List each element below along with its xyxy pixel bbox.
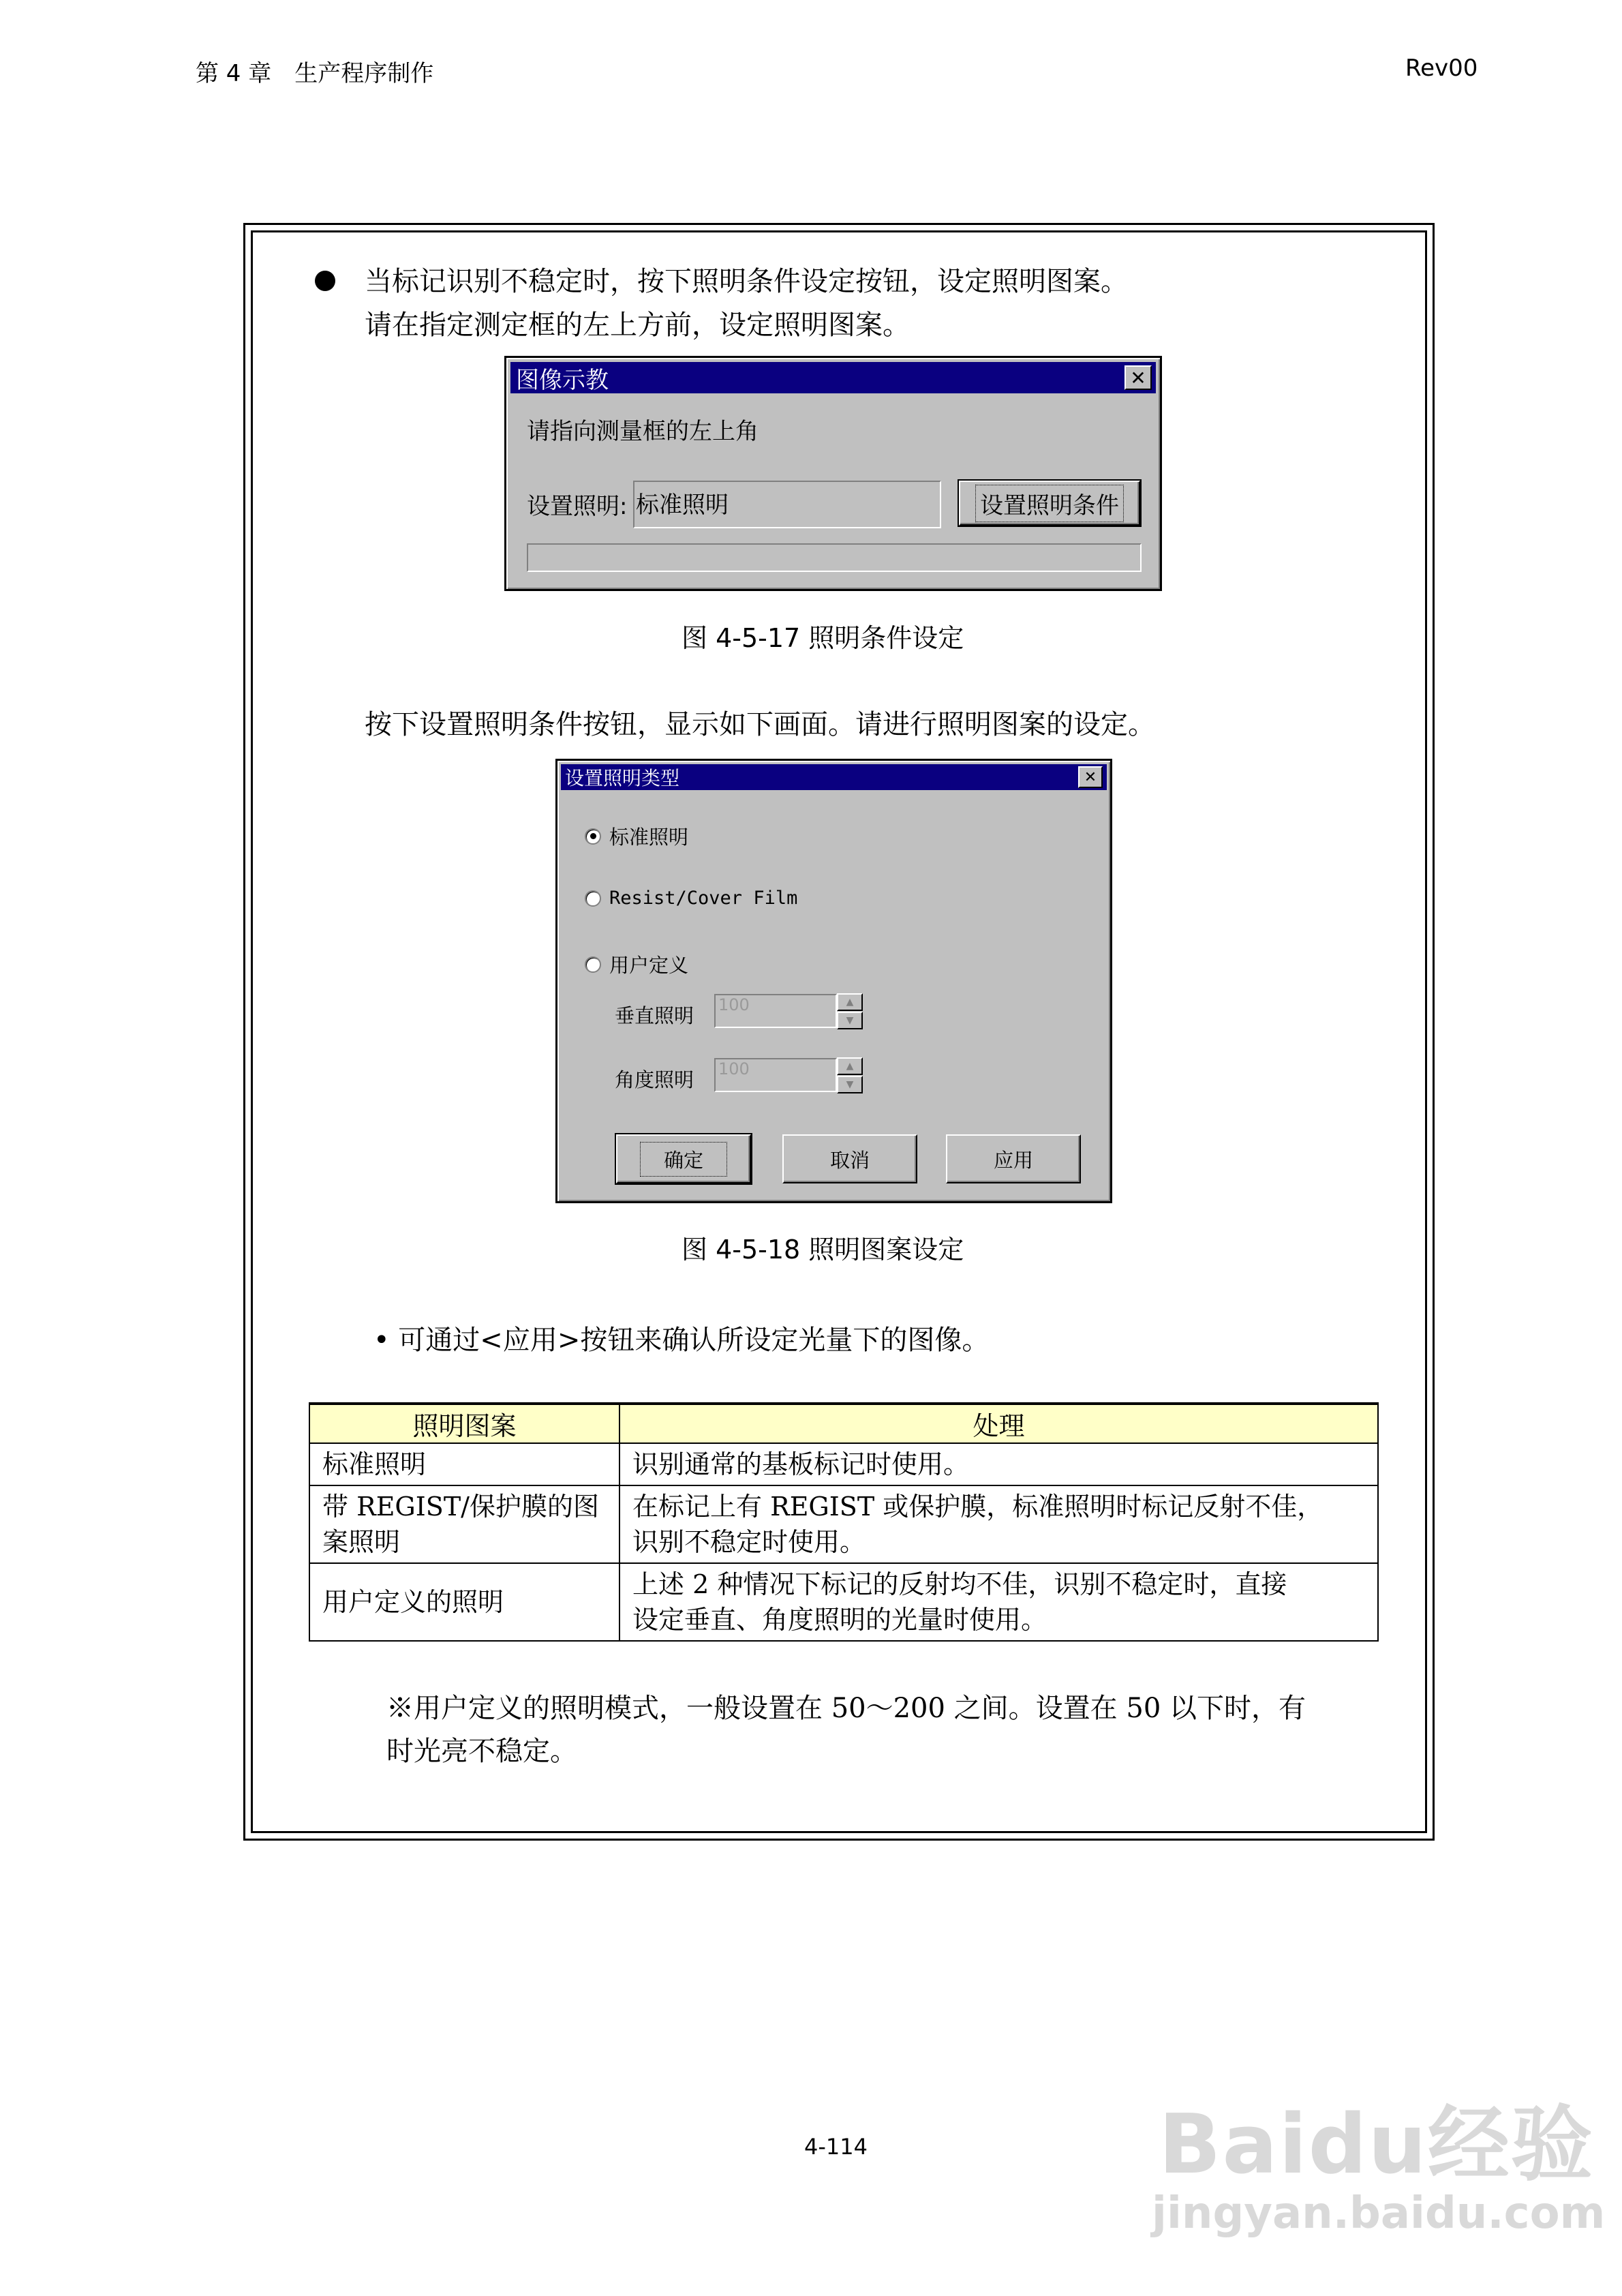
ok-button[interactable] — [616, 1134, 751, 1183]
baidu-watermark-url: jingyan.baidu.com — [1152, 2188, 1606, 2239]
spin-down-icon[interactable]: ▼ — [837, 1076, 863, 1093]
spin-up-icon[interactable]: ▲ — [837, 993, 863, 1011]
chapter-header: 第 4 章 生产程序制作 — [196, 60, 434, 87]
apply-button[interactable]: 应用 — [946, 1134, 1081, 1183]
pattern-text: 案照明 — [322, 1527, 401, 1557]
lighting-value-field[interactable]: 标准照明 — [633, 481, 941, 528]
action-text: 上述 2 种情况下标记的反射均不佳，识别不稳定时，直接 — [632, 1569, 1287, 1599]
dialog-titlebar — [510, 362, 1156, 393]
radio-resist[interactable] — [585, 888, 797, 909]
page-number: 4-114 — [804, 2134, 868, 2160]
table-row — [309, 1563, 1378, 1641]
action-cell — [619, 1443, 1378, 1485]
action-text: 识别不稳定时使用。 — [632, 1527, 866, 1557]
pattern-cell — [309, 1443, 619, 1485]
pattern-text: 带 REGIST/保护膜的图 — [322, 1492, 599, 1522]
dialog-prompt: 请指向测量框的左上角 — [527, 418, 759, 445]
dialog-titlebar — [561, 764, 1107, 790]
cancel-button[interactable]: 取消 — [782, 1134, 917, 1183]
action-cell — [619, 1563, 1378, 1641]
lighting-label: 设置照明: — [527, 493, 628, 520]
radio-standard[interactable] — [585, 822, 688, 850]
radio-icon — [585, 828, 601, 845]
dialog-title: 设置照明类型 — [565, 767, 680, 789]
ok-button-label: 确定 — [640, 1142, 727, 1177]
progress-bar — [527, 543, 1142, 572]
action-text: 识别通常的基板标记时使用。 — [632, 1449, 970, 1479]
action-cell — [619, 1485, 1378, 1563]
dialog-title: 图像示教 — [516, 366, 609, 394]
radio-standard-label: 标准照明 — [609, 826, 689, 849]
intro-line-1: 当标记识别不稳定时，按下照明条件设定按钮，设定照明图案。 — [365, 266, 1128, 297]
revision-label: Rev00 — [1405, 55, 1478, 82]
radio-user-label: 用户定义 — [609, 954, 689, 977]
spin-up-icon[interactable]: ▲ — [837, 1057, 863, 1075]
figure-caption-2: 图 4-5-18 照明图案设定 — [682, 1235, 964, 1265]
header-action: 处理 — [619, 1404, 1378, 1443]
pattern-text: 用户定义的照明 — [322, 1587, 504, 1617]
pattern-text: 标准照明 — [322, 1449, 427, 1479]
pattern-cell — [309, 1563, 619, 1641]
bullet-icon — [315, 271, 335, 291]
figure-caption-1: 图 4-5-17 照明条件设定 — [682, 623, 964, 653]
vertical-light-label: 垂直照明 — [615, 1004, 694, 1027]
instruction-text: 按下设置照明条件按钮，显示如下画面。请进行照明图案的设定。 — [365, 709, 1155, 740]
angle-light-input[interactable]: 100 — [714, 1058, 837, 1092]
user-mode-note-line-1: ※用户定义的照明模式，一般设置在 50～200 之间。设置在 50 以下时，有 — [386, 1693, 1306, 1724]
set-lighting-button[interactable] — [959, 481, 1140, 526]
action-text: 在标记上有 REGIST 或保护膜，标准照明时标记反射不佳， — [632, 1492, 1323, 1522]
table-header-row — [309, 1404, 1378, 1443]
apply-note: • 可通过<应用>按钮来确认所设定光量下的图像。 — [373, 1325, 990, 1356]
set-lighting-button-label: 设置照明条件 — [975, 485, 1124, 522]
table-row — [309, 1443, 1378, 1485]
radio-icon — [585, 890, 601, 907]
radio-icon — [585, 956, 601, 973]
intro-line-2: 请在指定测定框的左上方前，设定照明图案。 — [365, 309, 910, 341]
vertical-light-input[interactable]: 100 — [714, 994, 837, 1028]
close-icon[interactable]: ✕ — [1124, 365, 1152, 390]
radio-resist-label: Resist/Cover Film — [609, 888, 798, 909]
action-text: 设定垂直、角度照明的光量时使用。 — [632, 1605, 1047, 1635]
image-teach-dialog — [504, 356, 1162, 591]
lighting-pattern-table — [309, 1402, 1379, 1642]
user-mode-note-line-2: 时光亮不稳定。 — [386, 1736, 577, 1767]
header-pattern: 照明图案 — [309, 1404, 619, 1443]
table-row — [309, 1485, 1378, 1563]
pattern-cell — [309, 1485, 619, 1563]
lighting-type-dialog — [555, 759, 1112, 1203]
radio-user[interactable] — [585, 950, 688, 978]
baidu-watermark-logo: Baidu经验 — [1159, 2098, 1594, 2192]
close-icon[interactable]: ✕ — [1078, 766, 1103, 788]
angle-light-label: 角度照明 — [615, 1068, 694, 1091]
spin-down-icon[interactable]: ▼ — [837, 1012, 863, 1029]
